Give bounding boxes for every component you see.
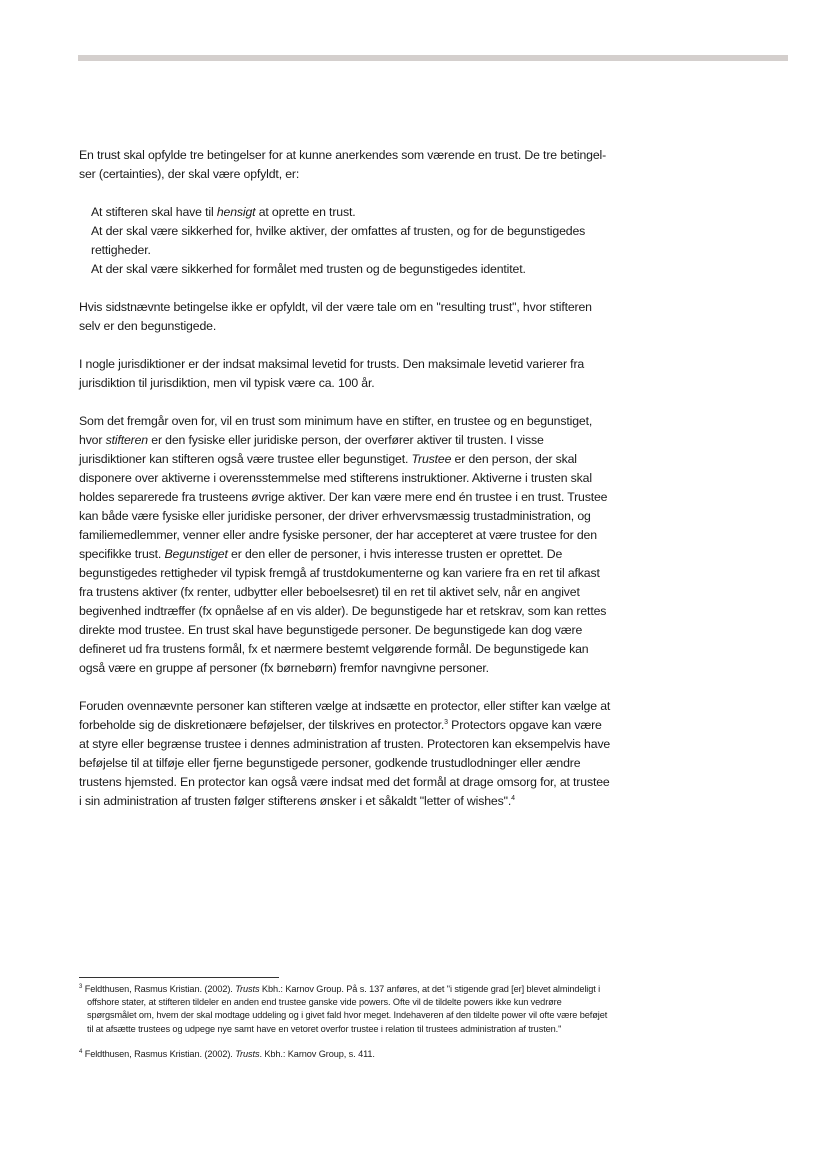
roles-text-g: er den eller de personer, i hvis interesse trusten er oprettet. De begunstigedes rettigheder vil typisk fremgå af trustdokumenterne og kan variere fra en ret til afkast fra trustens aktiver (fx renter, udbytter eller beboelsesret) til en ret til aktivet selv, når en angivet begivenhed indtræffer (fx opnåelse af en vis alder). De begunstigede har et retskrav, som kan rettes direkte mod trustee. En trust skal have begunstigede personer. De begunstigede kan dog være defineret ud fra trustens formål, fx et nærmere bestemt velgørende formål. De begunstigede kan også være en gruppe af personer (fx børnebørn) fremfor navngivne personer.: [79, 547, 607, 675]
lifetime-paragraph: I nogle jurisdiktioner er der indsat maksimal levetid for trusts. Den maksimale levetid varierer fra jurisdiktion til jurisdiktion, men vil typisk være ca. 100 år.: [79, 357, 585, 390]
intro-paragraph: [79, 146, 613, 184]
footnote-rule: [79, 977, 279, 978]
condition-1-text: At stifteren skal have til: [91, 205, 217, 219]
footnote-3-text-b: Kbh.: Karnov Group. På s. 137 anføres, at det "i stigende grad [er] blevet almindeligt i offshore stater, at stifteren tildeler en anden end trustee ganske vide powers. Ofte vil de tildelte powers ikke kun vedrøre spørgsmålet om, hvem der skal modtage uddeling og i givet fald hvor meget. Indehaveren af den tildelte power vil ofte være beføjet til at afsætte trustees og udpege nye samt have en vetoret overfor trustee i relation til trustees administration af trusten.": [87, 984, 608, 1034]
footnote-4: [79, 1048, 613, 1061]
intro-line-2: ser (certainties), der skal være opfyldt, er:: [79, 167, 300, 181]
footnote-3-title: Trusts: [235, 984, 260, 994]
footnote-3-number: 3: [79, 983, 83, 990]
roles-text-c: er den fysiske eller juridiske person, der overfører aktiver til trusten. I visse jurisdiktioner kan stifteren også være trustee eller begunstiget.: [79, 433, 544, 466]
footnote-3: [79, 983, 613, 1036]
resulting-trust-paragraph: Hvis sidstnævnte betingelse ikke er opfyldt, vil der være tale om en "resulting trust", hvor stifteren selv er den begunstigede.: [79, 300, 592, 333]
condition-1-italic: hensigt: [216, 205, 256, 219]
footnote-4-text-b: . Kbh.: Karnov Group, s. 411.: [259, 1048, 375, 1059]
condition-item-2: At der skal være sikkerhed for, hvilke aktiver, der omfattes af trusten, og for de begunstigedes rettigheder.: [91, 224, 586, 257]
conditions-list: [79, 203, 613, 279]
footnote-4-number: 4: [79, 1048, 83, 1055]
header-rule: [78, 55, 788, 61]
protector-text-b: Protectors opgave kan være at styre eller begrænse trustee i dennes administration af trusten. Protectoren kan eksempelvis have beføjelse til at tilføje eller fjerne begunstigede personer, godkende trustudlodninger eller ændre trustens hjemsted. En protector kan også være indsat med det formål at drage omsorg for, at trustee i sin administration af trusten følger stifterens ønsker i et såkaldt "letter of wishes".: [79, 718, 611, 808]
condition-1-text-end: at oprette en trust.: [255, 205, 356, 219]
condition-item-3: At der skal være sikkerhed for formålet med trusten og de begunstigedes identitet.: [91, 262, 526, 276]
condition-item-1: [79, 203, 613, 222]
term-stifteren: stifteren: [105, 433, 148, 447]
intro-line-1: En trust skal opfylde tre betingelser for at kunne anerkendes som værende en trust. De tre betingel-: [79, 148, 607, 162]
term-trustee: Trustee: [411, 452, 452, 466]
body-text: [79, 146, 613, 830]
roles-text-a: Som det fremgår oven for, vil en trust som minimum have en stifter, en trustee og en begunstiget, hvor: [79, 414, 593, 447]
footnote-ref-4[interactable]: 4: [511, 794, 515, 802]
protector-paragraph: [79, 697, 613, 811]
roles-text-e: er den person, der skal disponere over aktiverne i overensstemmelse med stifterens instruktioner. Aktiverne i trusten skal holdes separerede fra trusteens øvrige aktiver. Der kan være mere end én trustee i en trust. Trustee kan både være fysiske eller juridiske personer, der driver erhvervsmæssig trustadministration, og familiemedlemmer, venner eller andre fysiske personer, der har accepteret at være trustee for den specifikke trust.: [79, 452, 608, 561]
protector-text-a: Foruden ovennævnte personer kan stifteren vælge at indsætte en protector, eller stifter kan vælge at forbeholde sig de diskretionære beføjelser, der tilskrives en protector.: [79, 699, 611, 732]
footnote-ref-3[interactable]: 3: [444, 718, 448, 726]
footnote-4-title: Trusts: [235, 1048, 260, 1059]
footnotes: [79, 983, 613, 1073]
footnote-4-text-a: Feldthusen, Rasmus Kristian. (2002).: [82, 1048, 236, 1059]
term-begunstiget: Begunstiget: [164, 547, 228, 561]
footnote-3-text-a: Feldthusen, Rasmus Kristian. (2002).: [82, 984, 236, 994]
roles-paragraph: [79, 412, 613, 678]
